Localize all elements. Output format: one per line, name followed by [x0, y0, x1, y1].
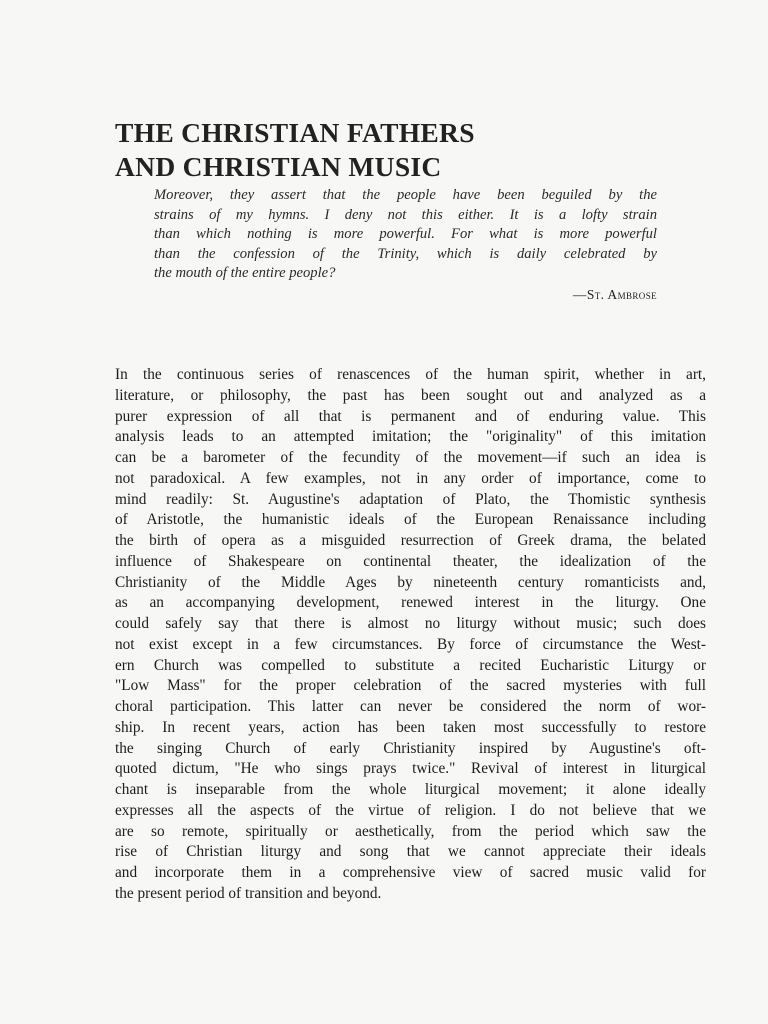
text-line: can be a barometer of the fecundity of the movement—if such an idea is	[115, 449, 706, 466]
text-line: purer expression of all that is permanent and of enduring value. This	[115, 407, 706, 425]
title-line: THE CHRISTIAN FATHERS	[115, 117, 475, 148]
title-line: AND CHRISTIAN MUSIC	[115, 151, 442, 182]
epigraph	[154, 186, 657, 284]
text-line: ern Church was compelled to substitute a recited Eucharistic Liturgy or	[115, 656, 706, 674]
text-line: Moreover, they assert that the people have been beguiled by the	[154, 187, 657, 203]
text-line: strains of my hymns. I deny not this either. It is a lofty strain	[154, 206, 657, 223]
text-line: ship. In recent years, action has been taken most successfully to restore	[115, 718, 706, 736]
text-line: choral participation. This latter can never be considered the norm of wor-	[115, 698, 706, 715]
text-line: rise of Christian liturgy and song that we cannot appreciate their ideals	[115, 843, 706, 861]
page-title	[115, 116, 475, 184]
text-line: are so remote, spiritually or aesthetically, from the period which saw the	[115, 822, 706, 840]
text-line: than the confession of the Trinity, which is daily celebrated by	[154, 245, 657, 262]
body-paragraph	[115, 365, 706, 905]
text-line: the birth of opera as a misguided resurrection of Greek drama, the belated	[115, 532, 706, 549]
text-line: the present period of transition and beyond.	[115, 884, 382, 902]
epigraph-attribution: —St. Ambrose	[572, 287, 657, 302]
text-line: "Low Mass" for the proper celebration of the sacred mysteries with full	[115, 677, 706, 695]
text-line: mind readily: St. Augustine's adaptation of Plato, the Thomistic synthesis	[115, 490, 706, 508]
text-line: Christianity of the Middle Ages by nineteenth century romanticists and,	[115, 573, 706, 591]
text-line: not exist except in a few circumstances. By force of circumstance the West-	[115, 635, 706, 653]
text-line: chant is inseparable from the whole liturgical movement; it alone ideally	[115, 781, 706, 798]
text-line: than which nothing is more powerful. For what is more powerful	[154, 226, 657, 242]
text-line: expresses all the aspects of the virtue of religion. I do not believe that we	[115, 801, 706, 819]
text-line: of Aristotle, the humanistic ideals of the European Renaissance including	[115, 511, 706, 529]
text-line: the mouth of the entire people?	[154, 265, 336, 281]
text-line: influence of Shakespeare on continental theater, the idealization of the	[115, 552, 706, 570]
text-line: the singing Church of early Christianity inspired by Augustine's oft-	[115, 739, 706, 757]
text-line: quoted dictum, "He who sings prays twice." Revival of interest in liturgical	[115, 760, 706, 778]
text-line: not paradoxical. A few examples, not in any order of importance, come to	[115, 469, 706, 487]
text-line: as an accompanying development, renewed interest in the liturgy. One	[115, 594, 706, 612]
text-line: and incorporate them in a comprehensive view of sacred music valid for	[115, 864, 706, 881]
text-line: could safely say that there is almost no liturgy without music; such does	[115, 615, 706, 632]
text-line: literature, or philosophy, the past has been sought out and analyzed as a	[115, 386, 706, 404]
text-line: In the continuous series of renascences of the human spirit, whether in art,	[115, 366, 706, 383]
text-line: analysis leads to an attempted imitation; the "originality" of this imitation	[115, 428, 706, 446]
